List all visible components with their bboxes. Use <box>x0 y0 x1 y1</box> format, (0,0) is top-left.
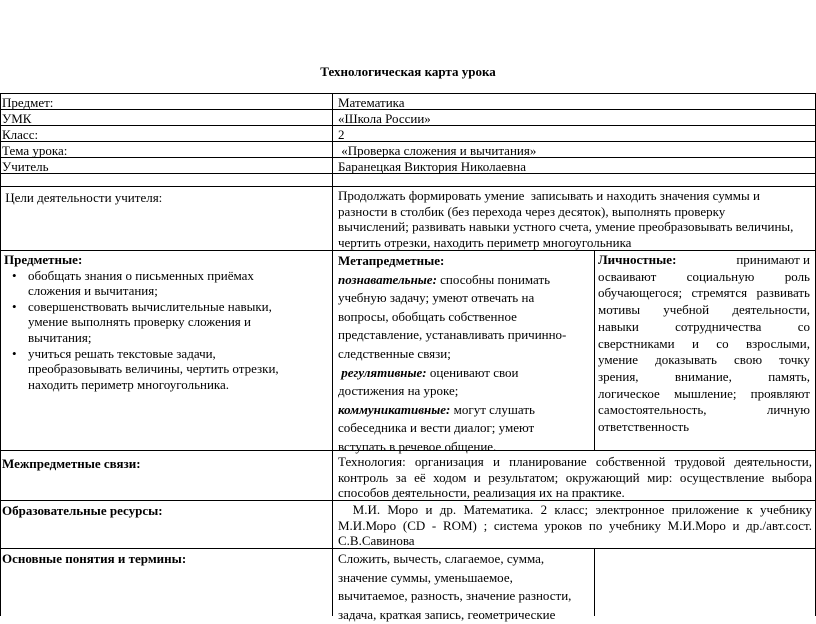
resources-line: М.И.Моро (CD - ROM) ; система уроков по учебнику М.И.Моро и др./авт.сост. <box>338 518 812 534</box>
personal-line: умение доказывать свою точку <box>598 352 810 369</box>
personal-results <box>598 252 810 436</box>
interdisciplinary-line: контроль за её ходом и результатом; окружающий мир: осуществление выбора <box>338 470 812 486</box>
interdisciplinary-line: Технология: организация и планирование собственной трудовой деятельности, <box>338 454 812 470</box>
personal-line: логическое мышление; проявляют <box>598 386 810 403</box>
regulatory-line: достижения на уроке; <box>338 382 592 401</box>
cognitive-line: следственные связи; <box>338 345 592 364</box>
row-divider <box>0 186 816 187</box>
table-border <box>0 93 1 616</box>
personal-line: осваивают социальную роль <box>598 269 810 286</box>
list-item-line: сложения и вычитания; <box>28 283 330 299</box>
resources-line: М.И. Моро и др. Математика. 2 класс; электронное приложение к учебнику <box>338 502 812 518</box>
cognitive-line: представление, устанавливать причинно- <box>338 326 592 345</box>
subject-label: Предмет: <box>2 95 53 110</box>
subject-value: Математика <box>338 95 405 110</box>
personal-first-line <box>598 252 810 269</box>
personal-line: зрения, внимание, память, <box>598 369 810 386</box>
goals-line: Продолжать формировать умение записывать и находить значения суммы и <box>338 188 812 204</box>
goals-line: вычислений; развивать навыки устного счета, умение преобразовывать величины, <box>338 219 812 235</box>
subject-results-heading: Предметные: <box>4 252 330 268</box>
column-divider <box>332 93 333 616</box>
personal-line: мотивы учебной деятельности, <box>598 302 810 319</box>
resources-label: Образовательные ресурсы: <box>2 503 163 518</box>
concepts-text <box>338 550 592 624</box>
subject-results <box>4 252 330 392</box>
list-item-line: учиться решать текстовые задачи, <box>28 346 330 362</box>
concepts-label: Основные понятия и термины: <box>2 551 186 566</box>
table-border <box>0 93 816 94</box>
umk-value: «Школа России» <box>338 111 431 126</box>
list-item <box>4 299 330 346</box>
communicative-label: коммуникативные: <box>338 402 450 417</box>
cognitive-line: вопросы, обобщать собственное <box>338 308 592 327</box>
concepts-line: значение суммы, уменьшаемое, <box>338 569 592 588</box>
concepts-line: Сложить, вычесть, слагаемое, сумма, <box>338 550 592 569</box>
communicative-line: вступать в речевое общение. <box>338 438 592 457</box>
subject-results-list <box>4 268 330 393</box>
concepts-line: вычитаемое, разность, значение разности, <box>338 587 592 606</box>
bullet-icon: • <box>12 346 17 362</box>
umk-label: УМК <box>2 111 31 126</box>
topic-label: Тема урока: <box>2 143 67 158</box>
list-item-line: совершенствовать вычислительные навыки, <box>28 299 330 315</box>
interdisciplinary-text <box>338 454 812 501</box>
personal-first-text: принимают и <box>736 252 810 269</box>
personal-heading: Личностные: <box>598 252 676 269</box>
document-title: Технологическая карта урока <box>0 64 816 80</box>
regulatory-line <box>338 364 592 383</box>
cognitive-line: учебную задачу; умеют отвечать на <box>338 289 592 308</box>
bullet-icon: • <box>12 268 17 284</box>
concepts-line: задача, краткая запись, геометрические <box>338 606 592 624</box>
regulatory-label: регулятивные: <box>338 365 427 380</box>
goals-label: Цели деятельности учителя: <box>2 190 162 205</box>
personal-line: самостоятельность, личную <box>598 402 810 419</box>
list-item-line: преобразовывать величины, чертить отрезки, <box>28 361 330 377</box>
list-item-line: находить периметр многоугольника. <box>28 377 330 393</box>
cognitive-line <box>338 271 592 290</box>
cognitive-text: способны понимать <box>437 272 550 287</box>
goals-line: разности в столбик (без перехода через десяток), выполнять проверку <box>338 204 812 220</box>
personal-line: ответственность <box>598 419 810 436</box>
topic-value: «Проверка сложения и вычитания» <box>338 143 536 158</box>
personal-line: навыки сотрудничества со <box>598 319 810 336</box>
goals-line: чертить отрезки, находить периметр многоугольника <box>338 235 812 251</box>
goals-text <box>338 188 812 250</box>
list-item-line: вычитания; <box>28 330 330 346</box>
communicative-text: могут слушать <box>450 402 535 417</box>
column-divider <box>594 548 595 616</box>
resources-text <box>338 502 812 549</box>
cognitive-label: познавательные: <box>338 272 437 287</box>
grade-value: 2 <box>338 127 345 142</box>
teacher-label: Учитель <box>2 159 49 174</box>
communicative-line <box>338 401 592 420</box>
meta-results-heading: Метапредметные: <box>338 252 592 271</box>
meta-results <box>338 252 592 457</box>
communicative-line: собеседника и вести диалог; умеют <box>338 419 592 438</box>
column-divider <box>594 250 595 450</box>
bullet-icon: • <box>12 299 17 315</box>
list-item <box>4 346 330 393</box>
list-item-line: обобщать знания о письменных приёмах <box>28 268 330 284</box>
list-item-line: умение выполнять проверку сложения и <box>28 314 330 330</box>
personal-line: обучающегося; стремятся развивать <box>598 285 810 302</box>
personal-line: сверстниками и со взрослыми, <box>598 336 810 353</box>
interdisciplinary-label: Межпредметные связи: <box>2 456 141 471</box>
interdisciplinary-line: способов деятельности, реализация их на практике. <box>338 485 812 501</box>
resources-line: С.В.Савинова <box>338 533 812 549</box>
row-divider <box>0 109 816 110</box>
grade-label: Класс: <box>2 127 38 142</box>
list-item <box>4 268 330 299</box>
regulatory-text: оценивают свои <box>427 365 519 380</box>
row-divider <box>0 141 816 142</box>
teacher-value: Баранецкая Виктория Николаевна <box>338 159 526 174</box>
